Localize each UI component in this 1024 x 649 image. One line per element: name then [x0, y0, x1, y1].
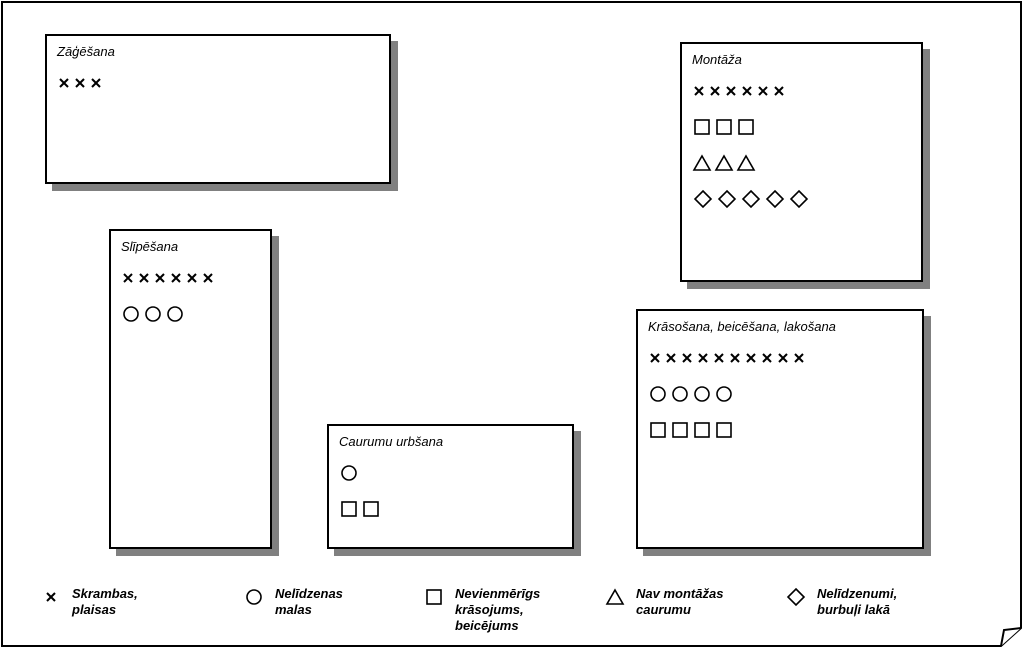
circle-icon [714, 384, 734, 404]
x-mark-icon [137, 268, 151, 288]
defect-row-circle [339, 462, 361, 484]
x-mark-icon [692, 81, 706, 101]
circle-icon [243, 586, 265, 608]
x-mark-icon [772, 81, 786, 101]
x-mark-icon [40, 586, 62, 608]
x-mark-icon [776, 348, 790, 368]
x-mark-icon [89, 73, 103, 93]
triangle-icon [714, 153, 734, 173]
diamond-icon [692, 189, 714, 209]
defect-row-diamond [692, 188, 812, 210]
legend-label: Nelīdzenumi, burbuļi lakā [817, 586, 898, 617]
station-title: Zāģēšana [57, 44, 115, 59]
defect-row-square [692, 116, 758, 138]
defect-row-square [648, 419, 736, 441]
x-mark-icon [712, 348, 726, 368]
legend-label: Skrambas, plaisas [72, 586, 138, 617]
station-box-slipesana [109, 229, 272, 549]
circle-icon [121, 304, 141, 324]
x-mark-icon [185, 268, 199, 288]
x-mark-icon [121, 268, 135, 288]
legend-label: Nav montāžas caurumu [636, 586, 724, 617]
legend-item-missing-holes [604, 586, 723, 618]
defect-row-triangle [692, 152, 758, 174]
x-mark-icon [696, 348, 710, 368]
square-icon [714, 420, 734, 440]
station-box-krasosana [636, 309, 924, 549]
station-box-caurumu-ursana [327, 424, 574, 549]
x-mark-icon [201, 268, 215, 288]
circle-icon [648, 384, 668, 404]
square-icon [692, 117, 712, 137]
defect-row-x-mark [57, 72, 105, 94]
defect-row-circle [648, 383, 736, 405]
diamond-icon [788, 189, 810, 209]
station-title: Montāža [692, 52, 742, 67]
x-mark-icon [680, 348, 694, 368]
circle-icon [143, 304, 163, 324]
x-mark-icon [756, 81, 770, 101]
x-mark-icon [724, 81, 738, 101]
x-mark-icon [744, 348, 758, 368]
square-icon [714, 117, 734, 137]
square-icon [361, 499, 381, 519]
x-mark-icon [73, 73, 87, 93]
defect-row-circle [121, 303, 187, 325]
x-mark-icon [760, 348, 774, 368]
legend-item-uneven-coloring [423, 586, 540, 634]
square-icon [670, 420, 690, 440]
defect-row-x-mark [648, 347, 808, 369]
station-title: Krāsošana, beicēšana, lakošana [648, 319, 836, 334]
legend-item-lacquer-bubbles [785, 586, 897, 618]
x-mark-icon [153, 268, 167, 288]
legend-label: Nevienmērīgs krāsojums, beicējums [455, 586, 541, 633]
diamond-icon [785, 586, 807, 608]
square-icon [736, 117, 756, 137]
x-mark-icon [740, 81, 754, 101]
legend-item-scratches [40, 586, 138, 618]
triangle-icon [604, 586, 626, 608]
circle-icon [165, 304, 185, 324]
x-mark-icon [664, 348, 678, 368]
x-mark-icon [57, 73, 71, 93]
square-icon [339, 499, 359, 519]
circle-icon [339, 463, 359, 483]
diamond-icon [716, 189, 738, 209]
x-mark-icon [648, 348, 662, 368]
station-box-montaza [680, 42, 923, 282]
square-icon [692, 420, 712, 440]
defect-row-x-mark [121, 267, 217, 289]
diamond-icon [740, 189, 762, 209]
square-icon [423, 586, 445, 608]
station-box-zagesana [45, 34, 391, 184]
legend-label: Nelīdzenas malas [275, 586, 343, 617]
defect-row-square [339, 498, 383, 520]
x-mark-icon [728, 348, 742, 368]
circle-icon [670, 384, 690, 404]
legend-item-uneven-edges [243, 586, 343, 618]
x-mark-icon [708, 81, 722, 101]
station-title: Caurumu urbšana [339, 434, 444, 449]
x-mark-icon [792, 348, 806, 368]
square-icon [648, 420, 668, 440]
defect-row-x-mark [692, 80, 788, 102]
diamond-icon [764, 189, 786, 209]
station-title: Slīpēšana [121, 239, 179, 254]
x-mark-icon [169, 268, 183, 288]
triangle-icon [692, 153, 712, 173]
triangle-icon [736, 153, 756, 173]
circle-icon [692, 384, 712, 404]
